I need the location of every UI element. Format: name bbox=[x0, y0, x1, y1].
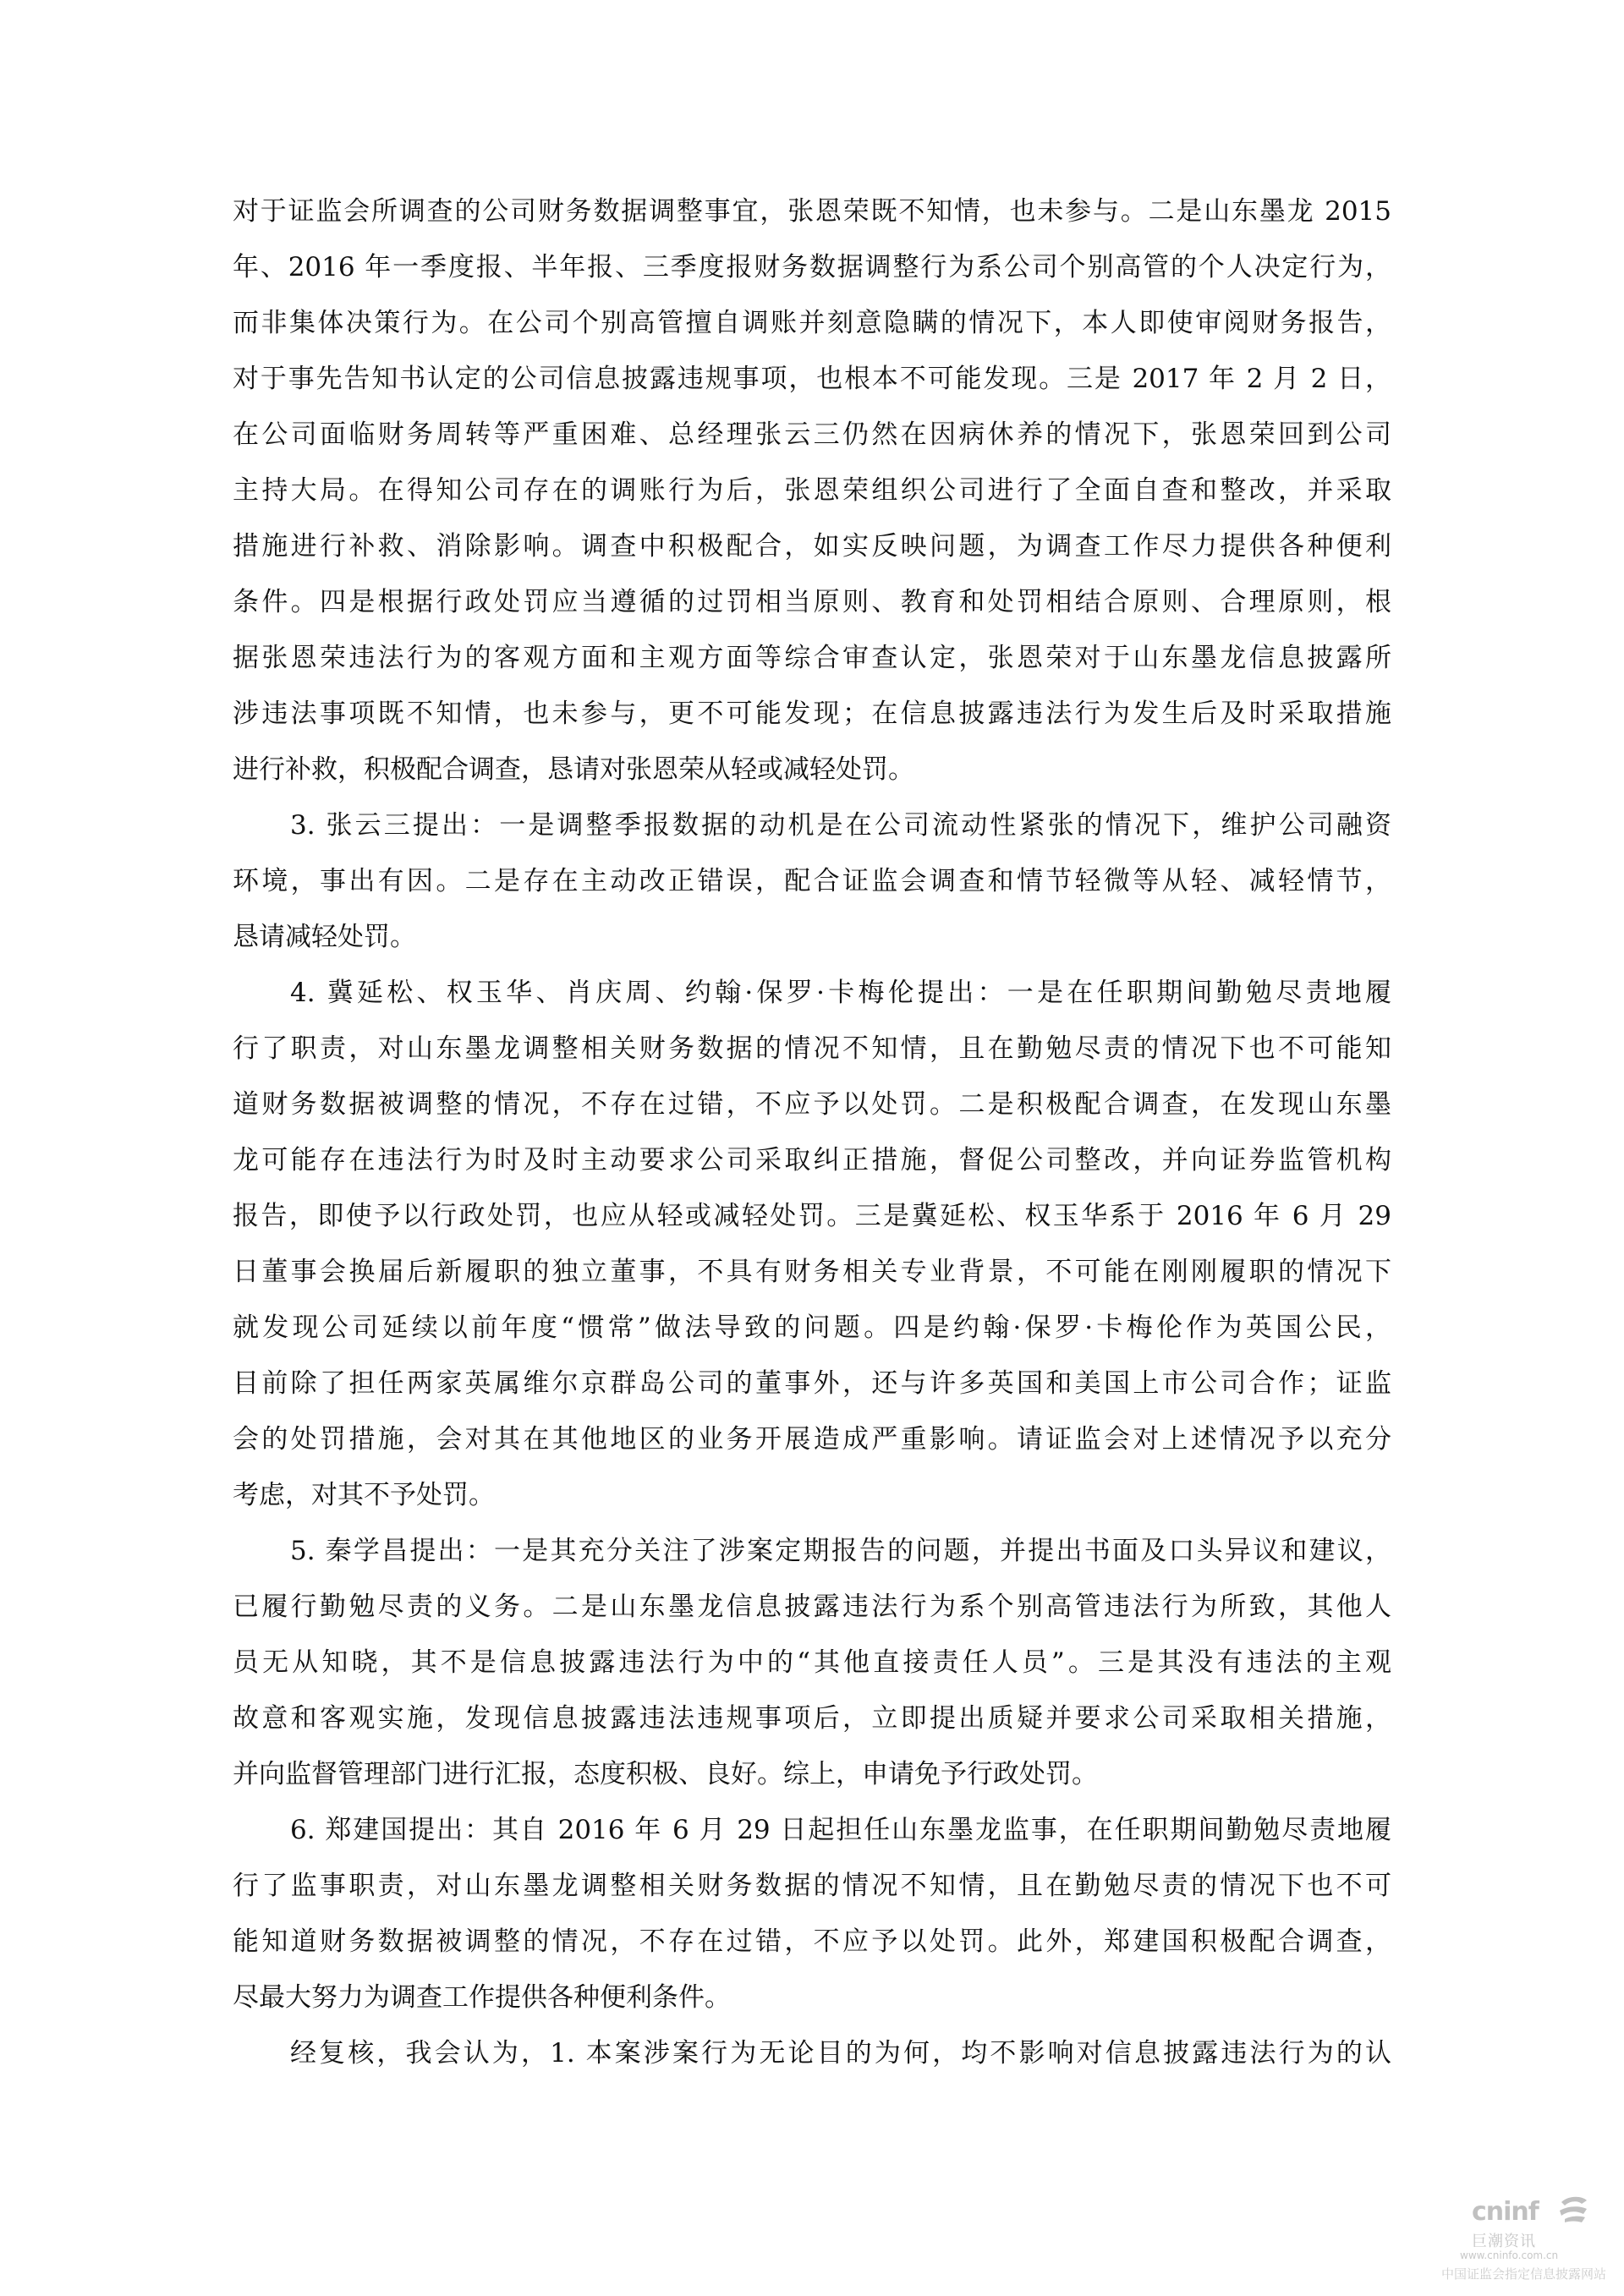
text-line: 对于事先告知书认定的公司信息披露违规事项，也根本不可能发现。三是 2017 年 2 月 2 日， bbox=[233, 364, 1391, 394]
paragraph-first-line: 经复核，我会认为，1. 本案涉案行为无论目的为何，均不影响对信息披露违法行为的认 bbox=[290, 2038, 1391, 2069]
text-line: 日董事会换届后新履职的独立董事，不具有财务相关专业背景，不可能在刚刚履职的情况下 bbox=[233, 1257, 1391, 1287]
text-line: 环境，事出有因。二是存在主动改正错误，配合证监会调查和情节轻微等从轻、减轻情节， bbox=[233, 866, 1391, 896]
text-line: 就发现公司延续以前年度“惯常”做法导致的问题。四是约翰·保罗·卡梅伦作为英国公民， bbox=[233, 1312, 1391, 1343]
text-line: 报告，即使予以行政处罚，也应从轻或减轻处罚。三是冀延松、权玉华系于 2016 年 6 月 29 bbox=[233, 1201, 1391, 1231]
paragraph-first-line: 4. 冀延松、权玉华、肖庆周、约翰·保罗·卡梅伦提出：一是在任职期间勤勉尽责地履 bbox=[290, 978, 1391, 1008]
text-line: 条件。四是根据行政处罚应当遵循的过罚相当原则、教育和处罚相结合原则、合理原则，根 bbox=[233, 587, 1391, 617]
watermark-url: www.cninfo.com.cn bbox=[1460, 2249, 1559, 2261]
text-line: 而非集体决策行为。在公司个别高管擅自调账并刻意隐瞒的情况下，本人即使审阅财务报告， bbox=[233, 308, 1391, 338]
text-line: 在公司面临财务周转等严重困难、总经理张云三仍然在因病休养的情况下，张恩荣回到公司 bbox=[233, 419, 1391, 450]
text-line: 恳请减轻处罚。 bbox=[233, 922, 416, 952]
text-line: 措施进行补救、消除影响。调查中积极配合，如实反映问题，为调查工作尽力提供各种便利 bbox=[233, 531, 1391, 562]
text-line: 行了职责，对山东墨龙调整相关财务数据的情况不知情，且在勤勉尽责的情况下也不可能知 bbox=[233, 1033, 1391, 1064]
cninfo-watermark bbox=[1438, 2190, 1624, 2292]
text-line: 故意和客观实施，发现信息披露违法违规事项后，立即提出质疑并要求公司采取相关措施， bbox=[233, 1703, 1391, 1734]
text-line: 尽最大努力为调查工作提供各种便利条件。 bbox=[233, 1982, 731, 2013]
text-line: 能知道财务数据被调整的情况，不存在过错，不应予以处罚。此外，郑建国积极配合调查， bbox=[233, 1926, 1391, 1957]
watermark-logo-text: cninf bbox=[1472, 2197, 1539, 2227]
text-line: 主持大局。在得知公司存在的调账行为后，张恩荣组织公司进行了全面自查和整改，并采取 bbox=[233, 475, 1391, 506]
text-line: 据张恩荣违法行为的客观方面和主观方面等综合审查认定，张恩荣对于山东墨龙信息披露所 bbox=[233, 643, 1391, 673]
text-line: 年、2016 年一季度报、半年报、三季度报财务数据调整行为系公司个别高管的个人决定行为， bbox=[233, 252, 1391, 282]
text-line: 道财务数据被调整的情况，不存在过错，不应予以处罚。二是积极配合调查，在发现山东墨 bbox=[233, 1089, 1391, 1120]
text-line: 目前除了担任两家英属维尔京群岛公司的董事外，还与许多英国和美国上市公司合作；证监 bbox=[233, 1368, 1391, 1399]
text-line: 考虑，对其不予处罚。 bbox=[233, 1480, 495, 1510]
paragraph-first-line: 5. 秦学昌提出：一是其充分关注了涉案定期报告的问题，并提出书面及口头异议和建议， bbox=[290, 1536, 1391, 1566]
watermark-brand-name: 巨潮资讯 bbox=[1472, 2233, 1536, 2250]
text-line: 龙可能存在违法行为时及时主动要求公司采取纠正措施，督促公司整改，并向证券监管机构 bbox=[233, 1145, 1391, 1175]
text-line: 员无从知晓，其不是信息披露违法行为中的“其他直接责任人员”。三是其没有违法的主观 bbox=[233, 1647, 1391, 1678]
paragraph-first-line: 3. 张云三提出：一是调整季报数据的动机是在公司流动性紧张的情况下，维护公司融资 bbox=[290, 810, 1391, 841]
text-line: 会的处罚措施，会对其在其他地区的业务开展造成严重影响。请证监会对上述情况予以充分 bbox=[233, 1424, 1391, 1455]
text-line: 并向监督管理部门进行汇报，态度积极、良好。综上，申请免予行政处罚。 bbox=[233, 1759, 1098, 1789]
text-line: 对于证监会所调查的公司财务数据调整事宜，张恩荣既不知情，也未参与。二是山东墨龙 2015 bbox=[233, 196, 1391, 227]
text-line: 涉违法事项既不知情，也未参与，更不可能发现；在信息披露违法行为发生后及时采取措施 bbox=[233, 699, 1391, 729]
text-line: 进行补救，积极配合调查，恳请对张恩荣从轻或减轻处罚。 bbox=[233, 754, 914, 785]
text-line: 行了监事职责，对山东墨龙调整相关财务数据的情况不知情，且在勤勉尽责的情况下也不可 bbox=[233, 1871, 1391, 1901]
text-line: 已履行勤勉尽责的义务。二是山东墨龙信息披露违法行为系个别高管违法行为所致，其他人 bbox=[233, 1592, 1391, 1622]
watermark-tagline: 中国证监会指定信息披露网站 bbox=[1441, 2266, 1607, 2282]
cninfo-logo-icon bbox=[1556, 2194, 1590, 2224]
paragraph-first-line: 6. 郑建国提出：其自 2016 年 6 月 29 日起担任山东墨龙监事，在任职期间勤勉尽责地履 bbox=[290, 1815, 1391, 1845]
